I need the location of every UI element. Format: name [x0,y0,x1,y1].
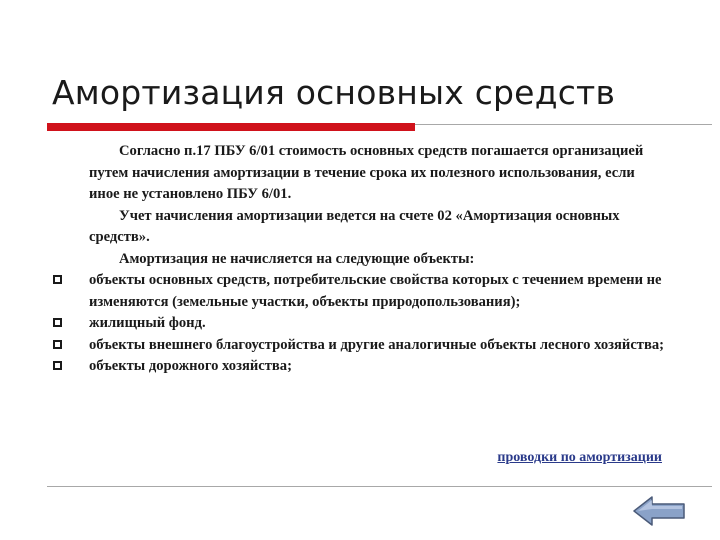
title-accent-bar [47,123,415,131]
paragraph-depreciation-rule: Согласно п.17 ПБУ 6/01 стоимость основных средств погашается организацией путем начисления амортизации в течение срока их полезного использования, если иное не установлено ПБУ 6/01. [89,143,644,202]
paragraph-exclusions-intro: Амортизация не начисляется на следующие объекты: [119,250,475,267]
list-item [89,270,669,313]
list-item [89,313,669,335]
list-item-text: объекты основных средств, потребительские свойства которых с течением времени не изменяются (земельные участки, объекты природопользования); [89,272,662,310]
list-item-text: объекты дорожного хозяйства; [89,358,292,374]
depreciation-entries-link[interactable]: проводки по амортизации [497,450,662,465]
back-button[interactable] [632,495,686,527]
hollow-square-bullet-icon [53,275,62,284]
hollow-square-bullet-icon [53,318,62,327]
hollow-square-bullet-icon [53,340,62,349]
footer-divider-line [47,486,712,487]
hollow-square-bullet-icon [53,361,62,370]
list-item-text: объекты внешнего благоустройства и другие аналогичные объекты лесного хозяйства; [89,336,664,353]
list-item [89,335,669,357]
back-arrow-icon [632,495,686,527]
slide-body [89,141,669,378]
list-item-text: жилищный фонд. [89,315,206,331]
slide-title: Амортизация основных средств [52,73,616,112]
list-item [89,356,669,378]
paragraph-account-02: Учет начисления амортизации ведется на счете 02 «Амортизация основных средств». [89,207,620,245]
